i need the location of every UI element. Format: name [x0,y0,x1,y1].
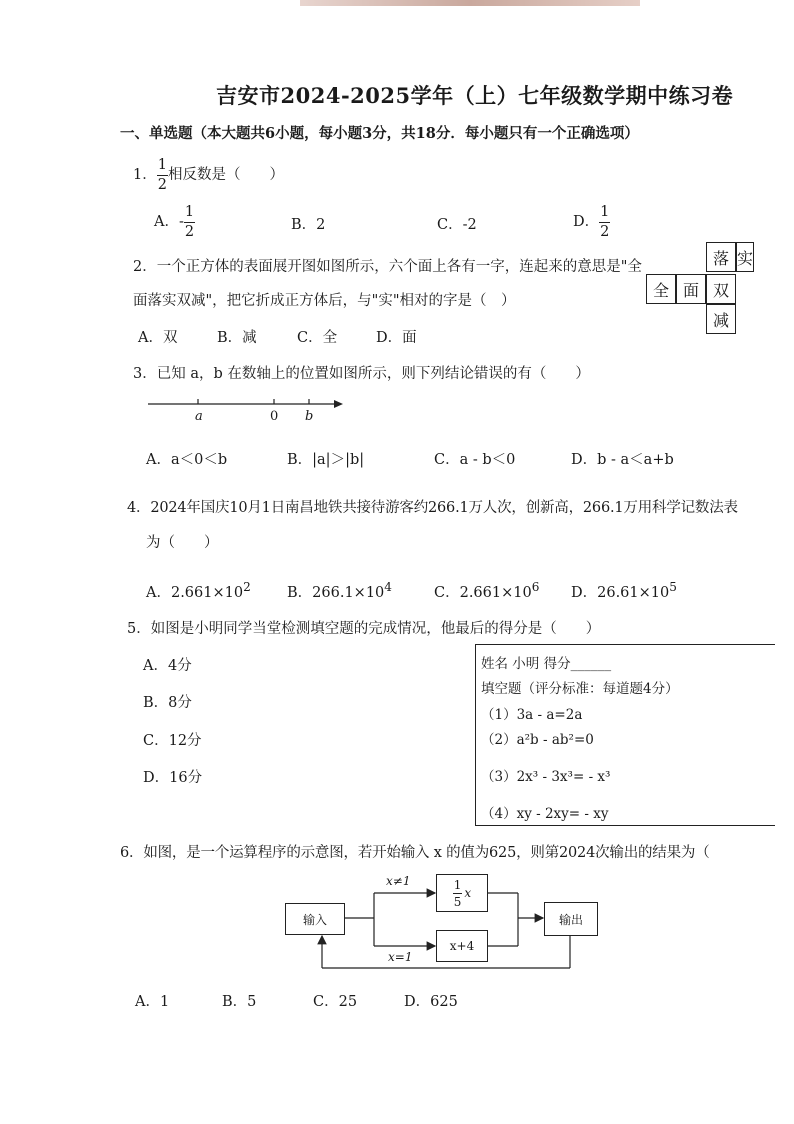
score-card-item-3: （3）2x³ - 3x³= - x³ [481,769,611,785]
q5-option-d[interactable]: D．16分 [143,770,203,786]
number-line-label-zero: 0 [270,409,279,424]
flowchart-condition-bottom: x=1 [388,950,413,964]
flowchart-input-box: 输入 [285,903,345,935]
q2-option-c[interactable]: C．全 [297,330,338,346]
top-edge-stain [300,0,640,6]
net-cell: 面 [676,274,706,304]
question-3: 3．已知 a，b 在数轴上的位置如图所示，则下列结论错误的有（ ） [133,366,590,382]
number-line-label-b: b [305,409,314,424]
q1-option-b[interactable]: B．2 [291,217,326,233]
q3-option-b[interactable]: B．|a|＞|b| [287,452,365,468]
question-5: 5．如图是小明同学当堂检测填空题的完成情况，他最后的得分是（ ） [127,621,601,637]
q2-option-d[interactable]: D．面 [376,330,417,346]
score-card-item-2: （2）a²b - ab²=0 [481,732,594,748]
net-cell: 双 [706,274,736,304]
q3-option-a[interactable]: A．a＜0＜b [146,452,228,468]
question-4-line-1: 4．2024年国庆10月1日南昌地铁共接待游客约266.1万人次，创新高，266.1万用科学记数法表 [127,500,738,516]
q5-option-a[interactable]: A．4分 [143,658,192,674]
q1-option-d[interactable]: D． $\frac{1}{2}$ [573,204,610,240]
fraction: $\frac{1}{2}$ [157,157,167,193]
net-cell: 实 [736,242,754,272]
flowchart-condition-top: x≠1 [386,874,411,888]
q1-option-c[interactable]: C．-2 [437,217,477,233]
question-2-line-1: 2．一个正方体的表面展开图如图所示，六个面上各有一字，连起来的意思是"全 [133,259,642,275]
question-1 [133,158,284,192]
q4-option-c[interactable]: C．$2.661\times 10^6$ [434,580,540,601]
page-title: 吉安市2024-2025学年（上）七年级数学期中练习卷 [216,83,734,108]
score-card-item-1: （1）3a - a=2a [481,707,583,723]
flowchart-output-box: 输出 [544,902,598,936]
question-2-line-2: 面落实双减"，把它折成正方体后，与"实"相对的字是（ ） [133,293,516,309]
q5-option-c[interactable]: C．12分 [143,733,202,749]
q4-option-d[interactable]: D．$26.61\times 10^5$ [571,580,677,601]
number-line-label-a: a [195,409,203,424]
question-6: 6．如图，是一个运算程序的示意图，若开始输入 x 的值为625，则第2024次输出的结果为（ [120,845,710,861]
flowchart-add-box: x+4 [436,930,488,962]
net-cell: 落 [706,242,736,272]
number-line [140,395,350,430]
flowchart-divide-box: $\frac{1}{5}$ x [436,874,488,912]
q3-option-c[interactable]: C．a - b＜0 [434,452,516,468]
question-4-line-2: 为（ ） [146,535,219,551]
q4-option-b[interactable]: B．$266.1\times 10^4$ [287,580,392,601]
q6-option-d[interactable]: D．625 [404,994,458,1010]
fraction: $\frac{1}{5}$ [453,877,462,909]
score-card-item-4: （4）xy - 2xy= - xy [481,806,609,822]
q6-option-c[interactable]: C．25 [313,994,358,1010]
q6-option-a[interactable]: A．1 [135,994,170,1010]
score-card-subtitle: 填空题（评分标准：每道题4分） [481,681,679,697]
net-cell: 全 [646,274,676,304]
net-cell: 减 [706,304,736,334]
section-heading: 一、单选题（本大题共6小题，每小题3分，共18分．每小题只有一个正确选项） [120,125,639,142]
q4-option-a[interactable]: A．$2.661\times 10^2$ [146,580,251,601]
q3-option-d[interactable]: D．b - a＜a+b [571,452,674,468]
q6-option-b[interactable]: B．5 [222,994,257,1010]
q2-option-a[interactable]: A．双 [138,330,178,346]
score-card-header: 姓名 小明 得分______ [481,656,612,672]
question-text: 相反数是（ ） [167,167,284,183]
question-number: 1． [133,167,157,183]
q5-option-b[interactable]: B．8分 [143,695,192,711]
q2-option-b[interactable]: B．减 [217,330,257,346]
q1-option-a[interactable]: A．- $\frac{1}{2}$ [154,204,195,240]
